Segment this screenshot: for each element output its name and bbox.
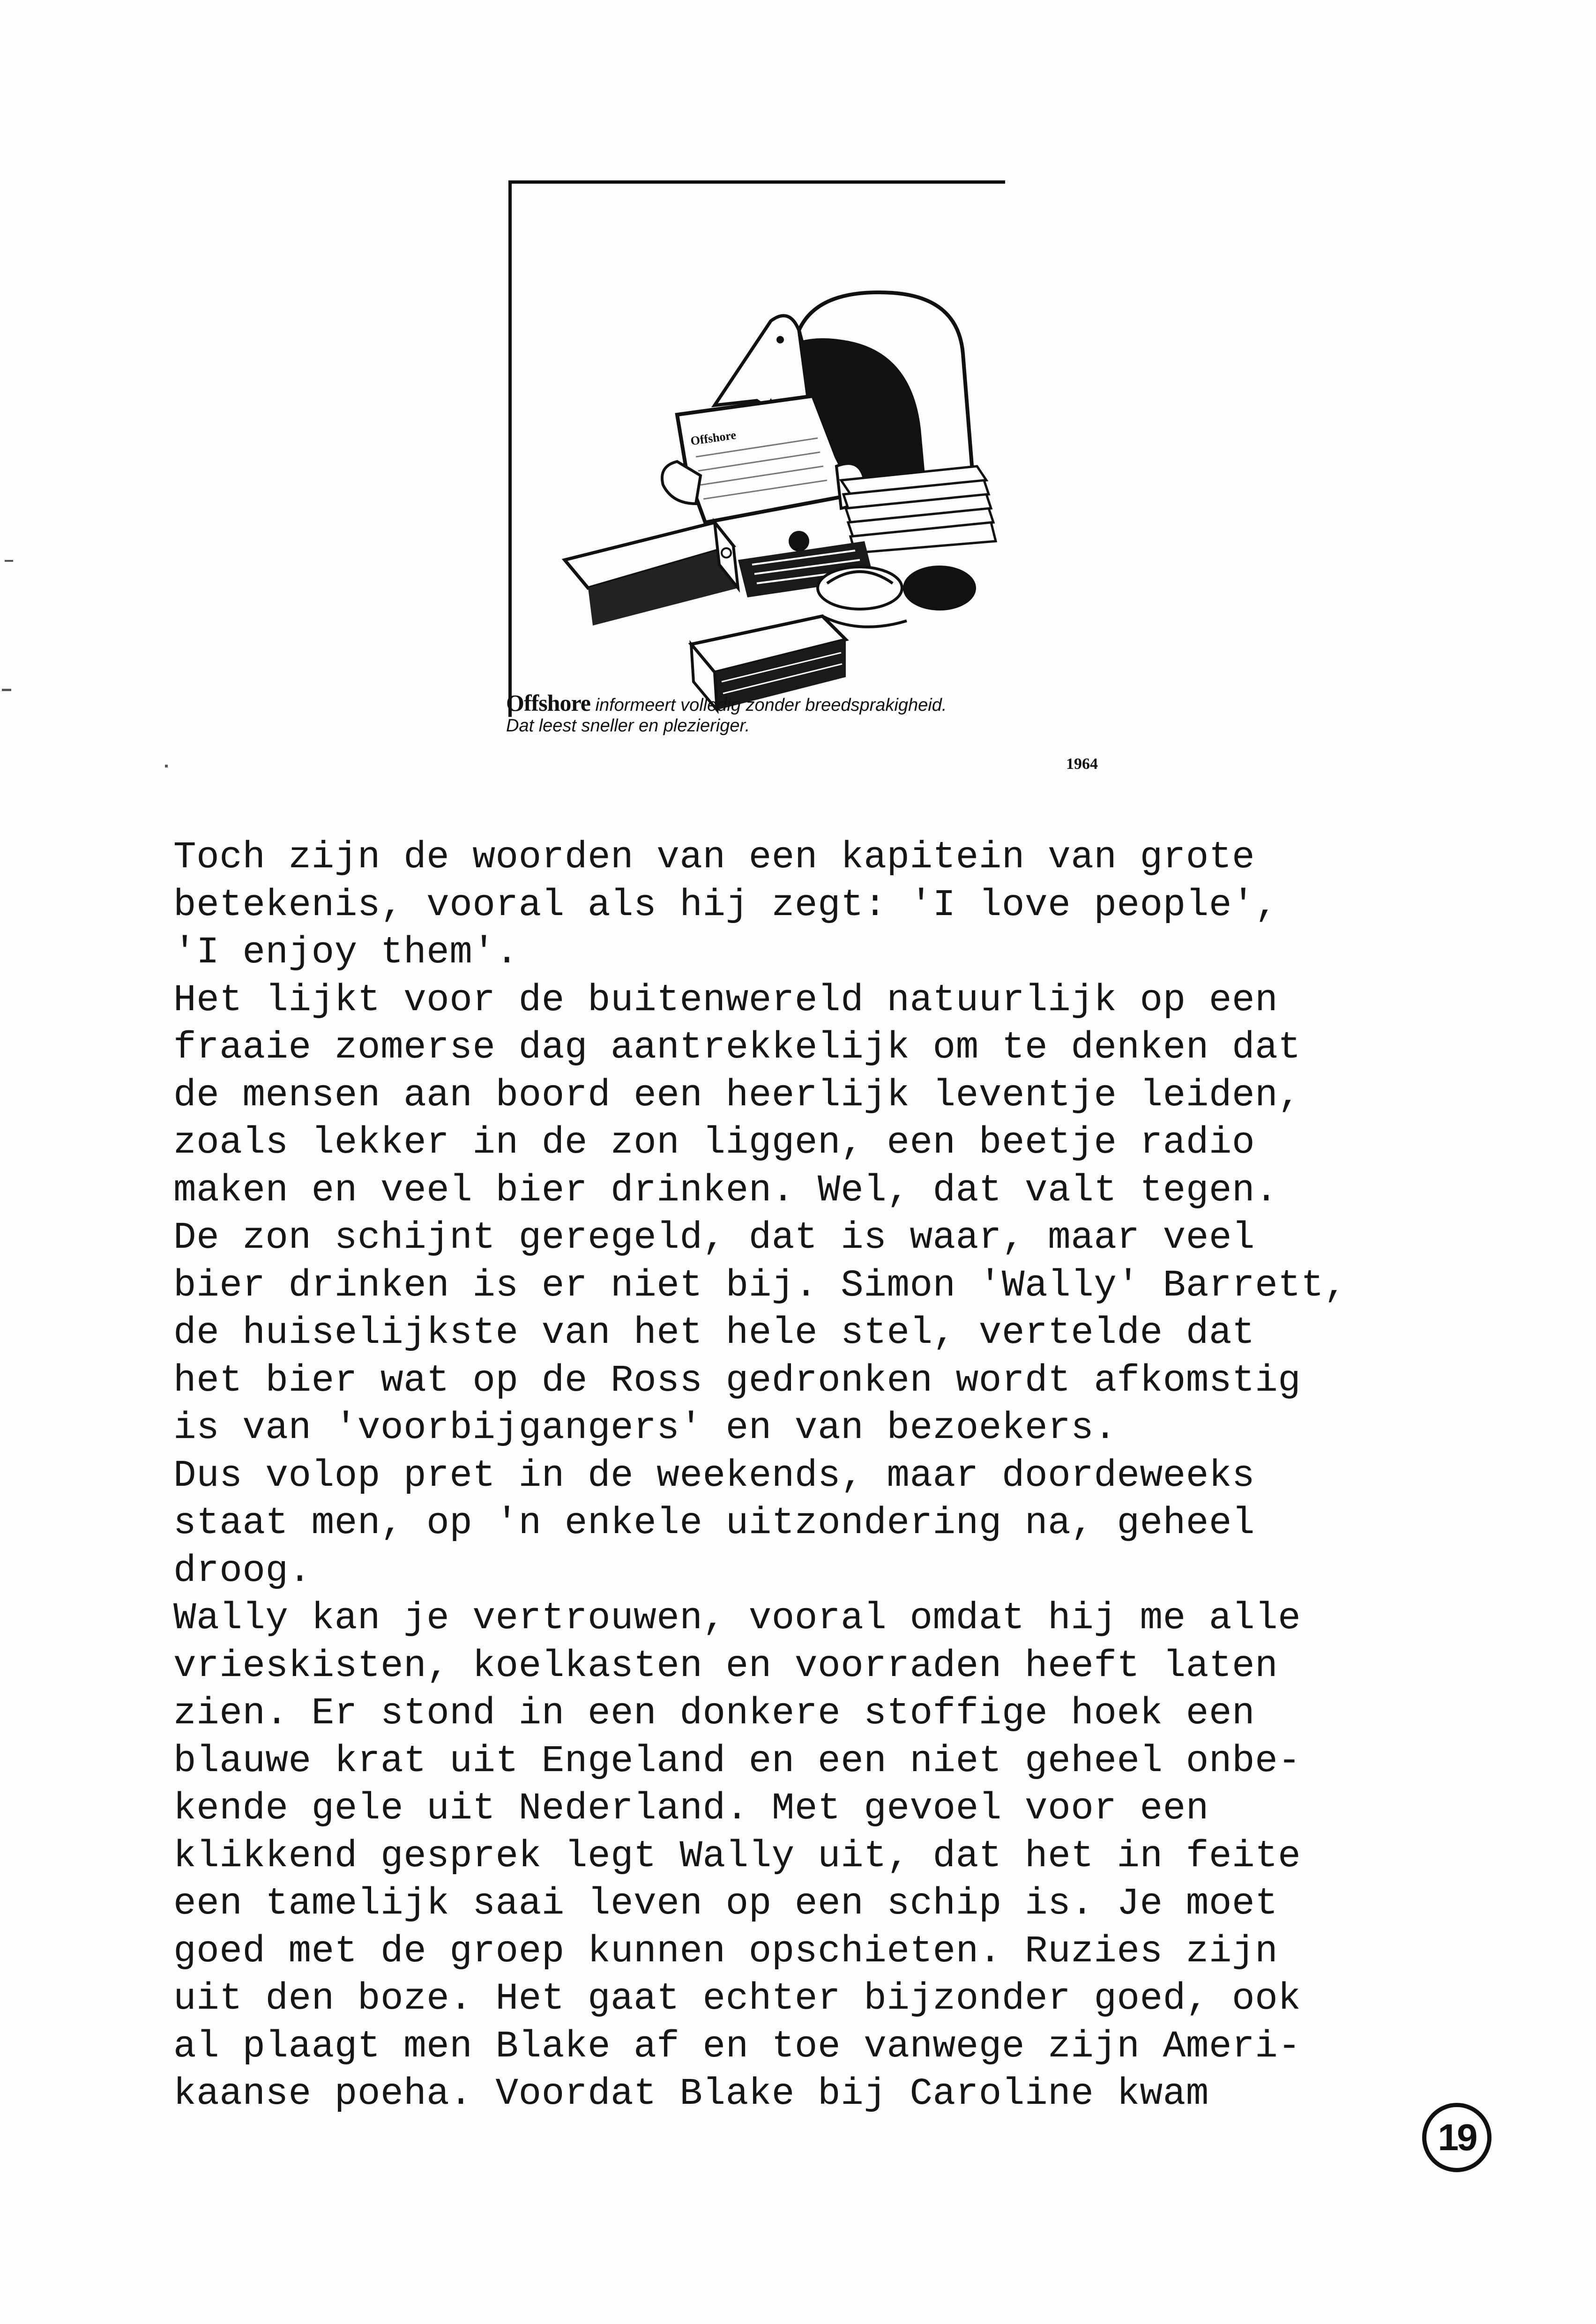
caption-line-2: Dat leest sneller en plezieriger. [506, 716, 750, 736]
margin-mark [165, 765, 168, 767]
cartoon-illustration [537, 260, 1005, 719]
article-line: goed met de groep kunnen opschieten. Ruzies zijn [173, 1930, 1278, 1973]
article-line: droog. [173, 1549, 312, 1593]
newspaper-label: Offshore [689, 428, 737, 448]
frame-top-rule [508, 180, 1005, 184]
article-line: zoals lekker in de zon liggen, een beetje radio [173, 1122, 1255, 1164]
margin-mark [2, 689, 11, 691]
caption-year: 1964 [1066, 755, 1098, 773]
article-line: Het lijkt voor de buitenwereld natuurlijk op een [173, 979, 1278, 1022]
article-line: bier drinken is er niet bij. Simon 'Wally' Barrett, [173, 1264, 1347, 1307]
article-line: kaanse poeha. Voordat Blake bij Caroline kwam [173, 2073, 1209, 2115]
telephones [818, 567, 975, 627]
article-body [173, 834, 1476, 2118]
illustration-caption [506, 690, 1162, 736]
man-eye [776, 336, 784, 343]
article-line: maken en veel bier drinken. Wel, dat valt tegen. [173, 1169, 1278, 1212]
page-number: 19 [1422, 2103, 1492, 2172]
article-line: Dus volop pret in de weekends, maar doordeweeks [173, 1454, 1255, 1497]
article-line: blauwe krat uit Engeland en een niet geheel onbe- [173, 1740, 1301, 1783]
article-line: al plaagt men Blake af en toe vanwege zijn Ameri- [173, 2025, 1301, 2068]
article-line: staat men, op 'n enkele uitzondering na, geheel [173, 1502, 1255, 1545]
caption-line-1 [506, 690, 1162, 716]
paper-stack [841, 466, 996, 553]
article-line: vrieskisten, koelkasten en voorraden heeft laten [173, 1645, 1278, 1688]
article-line: Wally kan je vertrouwen, vooral omdat hij me alle [173, 1597, 1301, 1640]
article-line: de huiselijkste van het hele stel, vertelde dat [173, 1312, 1255, 1355]
article-line: de mensen aan boord een heerlijk leventje leiden, [173, 1074, 1301, 1117]
frame-left-rule [508, 180, 512, 717]
article-line: De zon schijnt geregeld, dat is waar, maar veel [173, 1217, 1255, 1259]
illustration-frame [508, 180, 1005, 715]
article-line: is van 'voorbijgangers' en van bezoekers. [173, 1407, 1117, 1450]
article-line: uit den boze. Het gaat echter bijzonder goed, ook [173, 1978, 1301, 2020]
article-line: betekenis, vooral als hij zegt: 'I love people', [173, 884, 1278, 927]
article-line: kende gele uit Nederland. Met gevoel voor een [173, 1788, 1209, 1830]
article-line: klikkend gesprek legt Wally uit, dat het in feite [173, 1835, 1301, 1878]
article-line: een tamelijk saai leven op een schip is. Je moet [173, 1883, 1278, 1925]
caption-brand: Offshore [506, 690, 590, 716]
article-line: 'I enjoy them'. [173, 931, 519, 974]
margin-mark [5, 560, 13, 562]
article-line: fraaie zomerse dag aantrekkelijk om te denken dat [173, 1027, 1301, 1069]
article-line: het bier wat op de Ross gedronken wordt afkomstig [173, 1359, 1301, 1402]
article-line: zien. Er stond in een donkere stoffige hoek een [173, 1692, 1255, 1735]
caption-text-1: informeert volledig zonder breedsprakigheid. [590, 695, 947, 715]
article-line: Toch zijn de woorden van een kapitein van grote [173, 836, 1255, 879]
